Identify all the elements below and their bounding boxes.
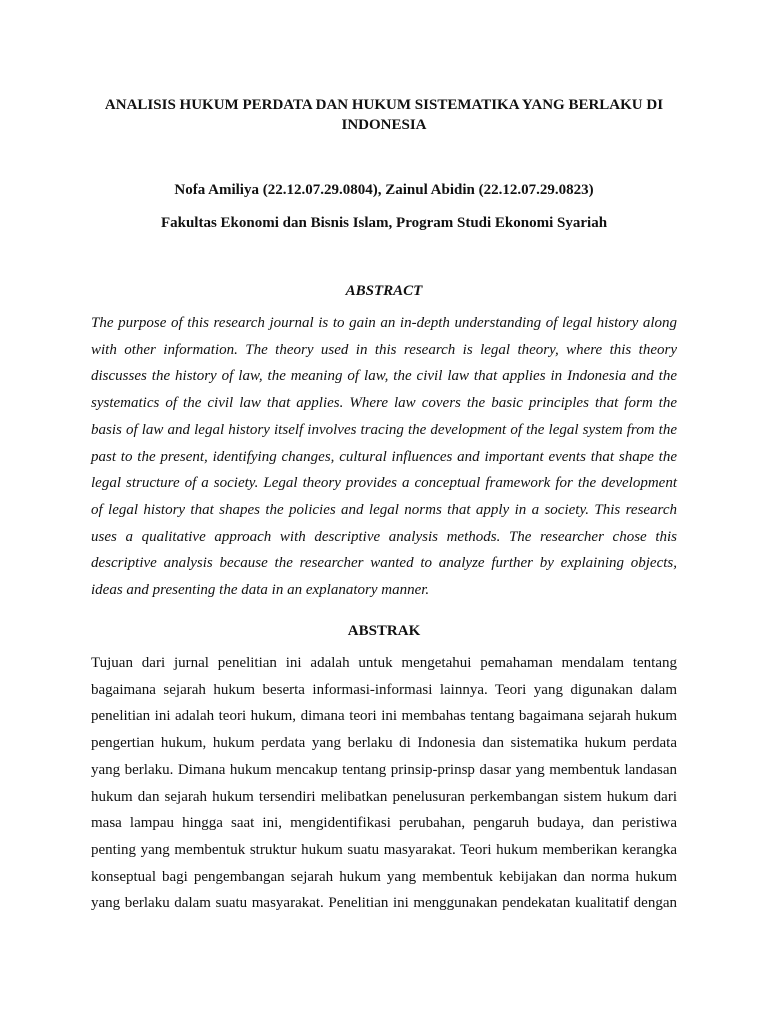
abstract-line: of legal history that shapes the policies and legal norms that apply in a society. This research bbox=[91, 501, 677, 518]
abstrak-line: konseptual bagi pengembangan sejarah hukum yang membentuk kebijakan dan norma hukum bbox=[91, 868, 677, 885]
paper-title bbox=[60, 95, 708, 135]
abstract-line: past to the present, identifying changes, cultural influences and important events that shape the bbox=[91, 448, 677, 465]
abstrak-line: penelitian ini adalah teori hukum, dimana teori ini membahas tentang bagaimana sejarah hukum bbox=[91, 708, 677, 725]
abstrak-line: pengertian hukum, hukum perdata yang berlaku di Indonesia dan sistematika hukum perdata bbox=[91, 735, 677, 752]
abstract-heading: ABSTRACT bbox=[345, 283, 423, 299]
abstrak-line: penting yang membentuk struktur hukum suatu masyarakat. Teori hukum memberikan kerangka bbox=[91, 841, 677, 858]
abstrak-line: yang berlaku. Dimana hukum mencakup tentang prinsip-prinsp dasar yang membentuk landasan bbox=[91, 761, 677, 778]
abstract-line: The purpose of this research journal is to gain an in-depth understanding of legal history along bbox=[91, 315, 677, 331]
abstract-body bbox=[91, 310, 677, 604]
abstrak-line: hukum dan sejarah hukum tersendiri melibatkan penelusuran perkembangan sistem hukum dari bbox=[91, 788, 677, 805]
author-affiliation: Fakultas Ekonomi dan Bisnis Islam, Program Studi Ekonomi Syariah bbox=[160, 215, 608, 231]
paper-title-line: INDONESIA bbox=[341, 117, 427, 133]
paper-title-line: ANALISIS HUKUM PERDATA DAN HUKUM SISTEMATIKA YANG BERLAKU DI bbox=[104, 97, 664, 113]
abstract-line: systematics of the civil law that applies. Where law covers the basic principles that form the bbox=[91, 395, 677, 412]
abstrak-heading: ABSTRAK bbox=[347, 623, 421, 639]
abstrak-line: masa lampau hingga saat ini, mengidentifikasi perubahan, pengaruh budaya, dan peristiwa bbox=[91, 815, 677, 832]
abstract-line: descriptive analysis because the researcher wanted to analyze further by explaining objects, bbox=[91, 555, 677, 572]
abstract-line: basis of law and legal history itself involves tracing the development of the legal system from the bbox=[91, 421, 677, 438]
abstract-line: legal structure of a society. Legal theory provides a conceptual framework for the development bbox=[91, 475, 677, 492]
abstract-line: discusses the history of law, the meaning of law, the civil law that applies in Indonesia and the bbox=[91, 368, 677, 385]
abstract-line: uses a qualitative approach with descriptive analysis methods. The researcher chose this bbox=[91, 528, 677, 545]
abstract-line: with other information. The theory used in this research is legal theory, where this theory bbox=[91, 341, 677, 358]
abstract-line: ideas and presenting the data in an explanatory manner. bbox=[91, 582, 430, 599]
abstrak-body bbox=[91, 650, 677, 917]
abstrak-line: bagaimana sejarah hukum beserta informasi-informasi lainnya. Teori yang digunakan dalam bbox=[91, 681, 677, 698]
abstrak-line: Tujuan dari jurnal penelitian ini adalah untuk mengetahui pemahaman mendalam tentang bbox=[91, 655, 677, 671]
abstrak-line: yang berlaku dalam suatu masyarakat. Penelitian ini menggunakan pendekatan kualitatif dengan bbox=[91, 895, 677, 912]
author-list: Nofa Amiliya (22.12.07.29.0804), Zainul Abidin (22.12.07.29.0823) bbox=[174, 182, 594, 198]
